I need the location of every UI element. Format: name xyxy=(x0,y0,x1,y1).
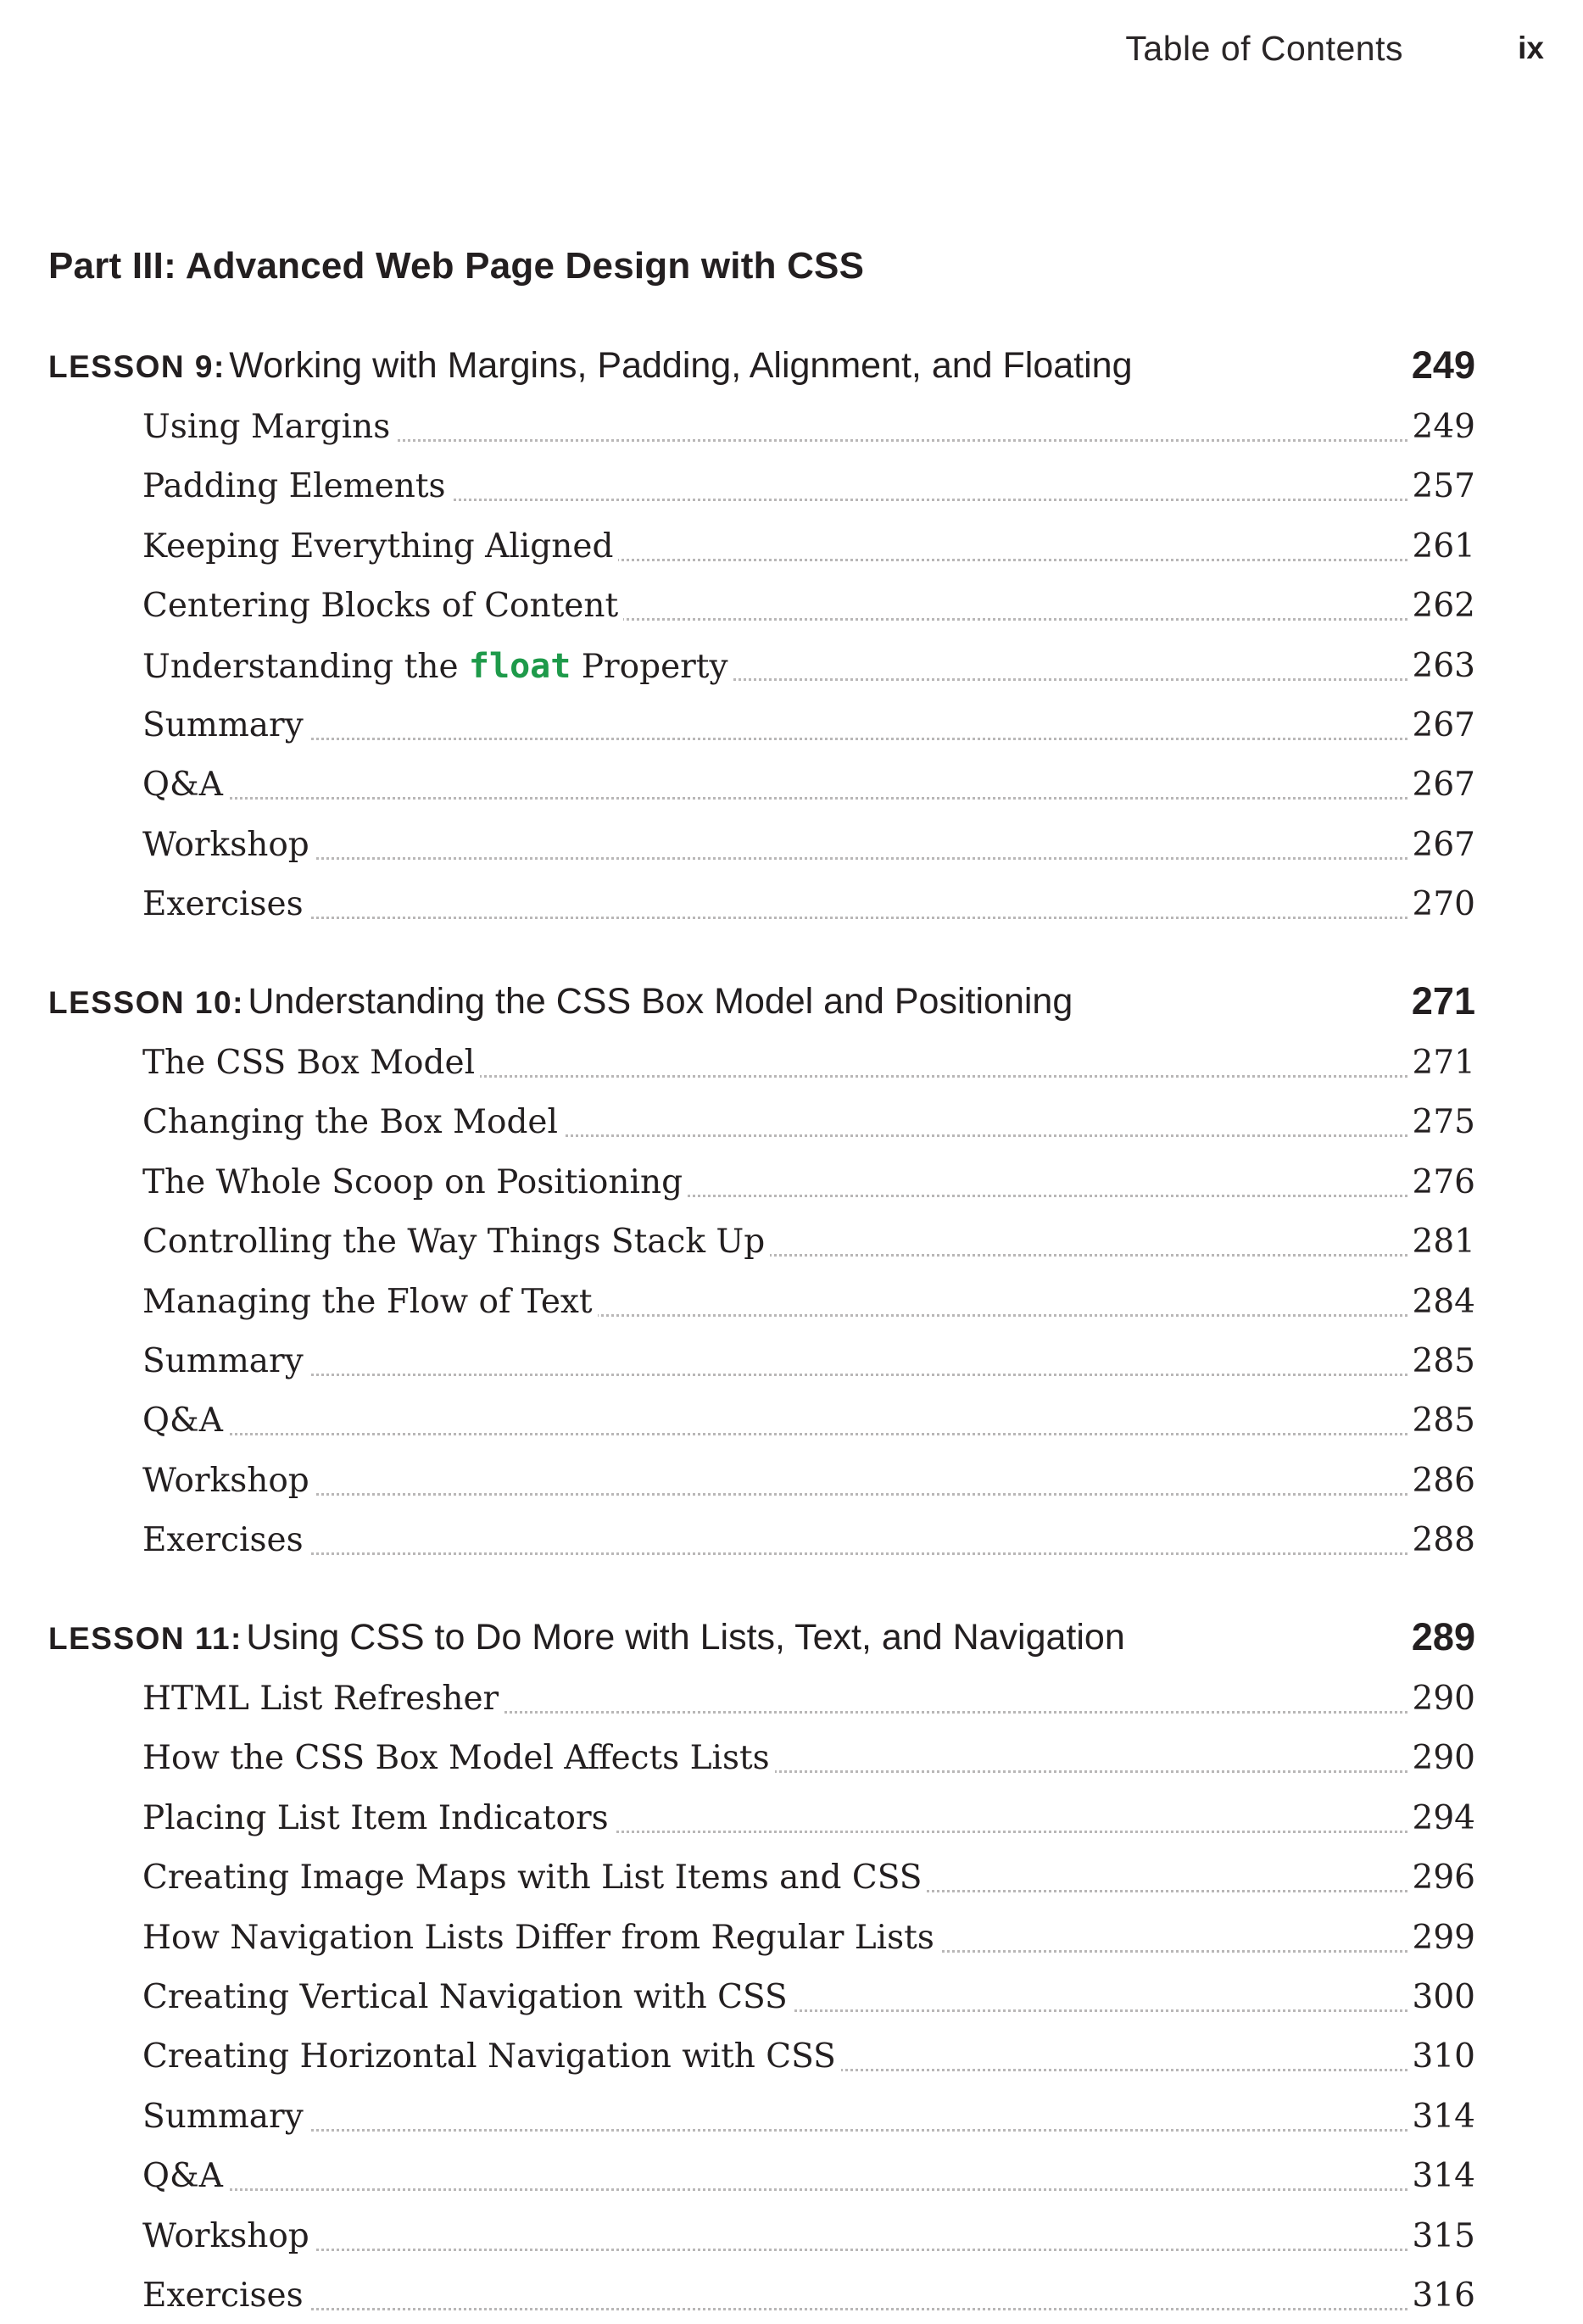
lesson-heading[interactable] xyxy=(48,337,1475,396)
entry-title-text: Changing the Box Model xyxy=(142,1103,558,1142)
entry-title-text-tail: Property xyxy=(571,647,728,686)
toc-entry[interactable] xyxy=(142,1727,1475,1786)
toc-entry[interactable] xyxy=(142,516,1475,575)
lesson-title: Understanding the CSS Box Model and Positioning xyxy=(248,981,1073,1022)
entry-page-number: 267 xyxy=(1407,766,1475,804)
lesson-title: Working with Margins, Padding, Alignment, and Floating xyxy=(229,345,1133,386)
toc-entry[interactable] xyxy=(142,694,1475,754)
entry-title xyxy=(142,2098,309,2136)
entry-title-text: Q&A xyxy=(142,766,223,805)
entry-page-number: 284 xyxy=(1407,1283,1475,1321)
entry-title xyxy=(142,1103,563,1141)
entry-title xyxy=(142,1978,793,2016)
entry-page-number: 296 xyxy=(1407,1859,1475,1897)
entry-page-number: 270 xyxy=(1407,885,1475,923)
dot-leader xyxy=(142,797,1475,800)
entry-title-text: Q&A xyxy=(142,1402,223,1441)
toc-entry[interactable] xyxy=(142,1668,1475,1727)
entry-page-number: 290 xyxy=(1407,1739,1475,1777)
lesson-heading[interactable] xyxy=(48,1608,1475,1668)
entry-page-number: 275 xyxy=(1407,1103,1475,1141)
entry-title-text: Exercises xyxy=(142,885,304,924)
entry-title-text: Padding Elements xyxy=(142,467,446,506)
lesson-section xyxy=(48,973,1475,1569)
dot-leader xyxy=(142,1552,1475,1555)
entry-title xyxy=(142,1342,309,1380)
entry-page-number: 310 xyxy=(1407,2037,1475,2076)
entry-title xyxy=(142,587,623,625)
dot-leader xyxy=(142,2129,1475,2132)
entry-title xyxy=(142,1044,480,1082)
toc-entry[interactable] xyxy=(142,814,1475,873)
dot-leader xyxy=(142,2308,1475,2310)
toc-entry[interactable] xyxy=(142,2026,1475,2085)
entry-title xyxy=(142,1680,504,1718)
entry-page-number: 316 xyxy=(1407,2277,1475,2315)
dot-leader xyxy=(142,738,1475,740)
lesson-section xyxy=(48,337,1475,934)
entry-title xyxy=(142,1521,309,1559)
entry-page-number: 314 xyxy=(1407,2098,1475,2136)
lesson-page-number: 271 xyxy=(1411,979,1475,1023)
toc-entry[interactable] xyxy=(142,1390,1475,1449)
lesson-entries xyxy=(48,396,1475,934)
toc-entry[interactable] xyxy=(142,1509,1475,1569)
entry-page-number: 257 xyxy=(1407,467,1475,505)
entry-title-text: The Whole Scoop on Positioning xyxy=(142,1162,683,1201)
entry-title-text: Workshop xyxy=(142,2216,309,2255)
entry-page-number: 285 xyxy=(1407,1342,1475,1380)
entry-title xyxy=(142,1223,770,1261)
entry-title xyxy=(142,1919,939,1957)
dot-leader xyxy=(142,2188,1475,2191)
entry-title-text: Creating Image Maps with List Items and CSS xyxy=(142,1859,922,1898)
entry-page-number: 288 xyxy=(1407,1521,1475,1559)
entry-code-term: float xyxy=(468,646,571,686)
toc-entry[interactable] xyxy=(142,396,1475,455)
entry-title-text: Placing List Item Indicators xyxy=(142,1798,609,1837)
entry-title xyxy=(142,1859,927,1897)
entry-page-number: 249 xyxy=(1407,408,1475,446)
entry-title-text: Exercises xyxy=(142,1521,304,1560)
entry-page-number: 267 xyxy=(1407,826,1475,864)
lesson-number: LESSON 10: xyxy=(48,985,244,1020)
entry-title xyxy=(142,408,395,446)
dot-leader xyxy=(142,1493,1475,1496)
entry-title xyxy=(142,826,315,864)
toc-entry[interactable] xyxy=(142,635,1475,694)
entry-page-number: 314 xyxy=(1407,2157,1475,2195)
entry-title-text: How the CSS Box Model Affects Lists xyxy=(142,1739,770,1778)
entry-title xyxy=(142,527,618,566)
lesson-entries xyxy=(48,1032,1475,1569)
entry-title-text: The CSS Box Model xyxy=(142,1044,476,1082)
lesson-heading[interactable] xyxy=(48,973,1475,1032)
entry-title-text: Workshop xyxy=(142,825,309,864)
entry-title-text: Q&A xyxy=(142,2157,223,2196)
entry-title xyxy=(142,1739,775,1777)
entry-page-number: 261 xyxy=(1407,527,1475,566)
toc-entry[interactable] xyxy=(142,1966,1475,2026)
entry-title-text: Summary xyxy=(142,705,304,744)
entry-title xyxy=(142,2157,228,2195)
lesson-page-number: 249 xyxy=(1411,343,1475,387)
toc-entry[interactable] xyxy=(142,1151,1475,1211)
entry-title xyxy=(142,766,228,804)
toc-entry[interactable] xyxy=(142,1211,1475,1270)
entry-title xyxy=(142,1283,598,1321)
entry-page-number: 276 xyxy=(1407,1163,1475,1201)
entry-title xyxy=(142,647,733,686)
toc-entry[interactable] xyxy=(142,1091,1475,1151)
lesson-number: LESSON 11: xyxy=(48,1621,242,1656)
toc-entry[interactable] xyxy=(142,1787,1475,1847)
running-head xyxy=(0,29,1583,80)
toc-entry[interactable] xyxy=(142,575,1475,634)
entry-page-number: 299 xyxy=(1407,1919,1475,1957)
toc-entry[interactable] xyxy=(142,1847,1475,1906)
entry-page-number: 263 xyxy=(1407,647,1475,685)
entry-title xyxy=(142,1462,315,1500)
toc-entry[interactable] xyxy=(142,2205,1475,2265)
toc-entry[interactable] xyxy=(142,873,1475,933)
entry-title-text: Workshop xyxy=(142,1461,309,1500)
page-number: ix xyxy=(1518,31,1544,65)
dot-leader xyxy=(142,857,1475,860)
entry-page-number: 267 xyxy=(1407,706,1475,744)
entry-page-number: 300 xyxy=(1407,1978,1475,2016)
toc-entry[interactable] xyxy=(142,754,1475,813)
entry-title-text: Keeping Everything Aligned xyxy=(142,527,614,566)
entry-page-number: 262 xyxy=(1407,587,1475,625)
toc-entry[interactable] xyxy=(142,2145,1475,2204)
entry-title-text: Summary xyxy=(142,1341,304,1380)
entry-page-number: 290 xyxy=(1407,1680,1475,1718)
entry-page-number: 294 xyxy=(1407,1799,1475,1837)
entry-title-text: Summary xyxy=(142,2097,304,2136)
lesson-page-number: 289 xyxy=(1411,1615,1475,1658)
entry-title xyxy=(142,1402,228,1440)
lesson-section xyxy=(48,1608,1475,2324)
toc-entry[interactable] xyxy=(142,455,1475,515)
entry-title xyxy=(142,467,451,505)
entry-title xyxy=(142,1163,688,1201)
entry-page-number: 315 xyxy=(1407,2217,1475,2255)
entry-title xyxy=(142,2217,315,2255)
entry-title-text: Creating Horizontal Navigation with CSS xyxy=(142,2037,836,2076)
toc-entry[interactable] xyxy=(142,1907,1475,1966)
toc-entry[interactable] xyxy=(142,1271,1475,1330)
entry-title-text: Using Margins xyxy=(142,408,391,446)
entry-title-text: How Navigation Lists Differ from Regular Lists xyxy=(142,1918,934,1957)
part-title: Part III: Advanced Web Page Design with CSS xyxy=(48,245,865,287)
entry-page-number: 281 xyxy=(1407,1223,1475,1261)
toc-entry[interactable] xyxy=(142,1330,1475,1390)
entry-title xyxy=(142,885,309,923)
dot-leader xyxy=(142,1433,1475,1435)
running-head-title: Table of Contents xyxy=(1125,29,1403,68)
lesson-entries xyxy=(48,1668,1475,2324)
entry-title xyxy=(142,1799,614,1837)
dot-leader xyxy=(142,1374,1475,1376)
entry-page-number: 285 xyxy=(1407,1402,1475,1440)
entry-title-text: Centering Blocks of Content xyxy=(142,587,619,626)
toc-entry[interactable] xyxy=(142,1450,1475,1509)
entry-title-text: Managing the Flow of Text xyxy=(142,1282,593,1321)
entry-title-text: Understanding the xyxy=(142,647,469,686)
entry-page-number: 286 xyxy=(1407,1462,1475,1500)
lesson-number: LESSON 9: xyxy=(48,349,226,384)
entry-title xyxy=(142,2037,841,2076)
toc-entry[interactable] xyxy=(142,2086,1475,2145)
entry-title-text: Exercises xyxy=(142,2276,304,2315)
toc-entry[interactable] xyxy=(142,1032,1475,1091)
entry-title xyxy=(142,2277,309,2315)
entry-title-text: Controlling the Way Things Stack Up xyxy=(142,1223,766,1262)
entry-title-text: HTML List Refresher xyxy=(142,1680,499,1718)
entry-page-number: 271 xyxy=(1407,1044,1475,1082)
toc-entry[interactable] xyxy=(142,2265,1475,2324)
dot-leader xyxy=(142,2249,1475,2251)
lesson-title: Using CSS to Do More with Lists, Text, and Navigation xyxy=(246,1617,1125,1658)
entry-title-text: Creating Vertical Navigation with CSS xyxy=(142,1977,788,2016)
dot-leader xyxy=(142,917,1475,919)
entry-title xyxy=(142,706,309,744)
